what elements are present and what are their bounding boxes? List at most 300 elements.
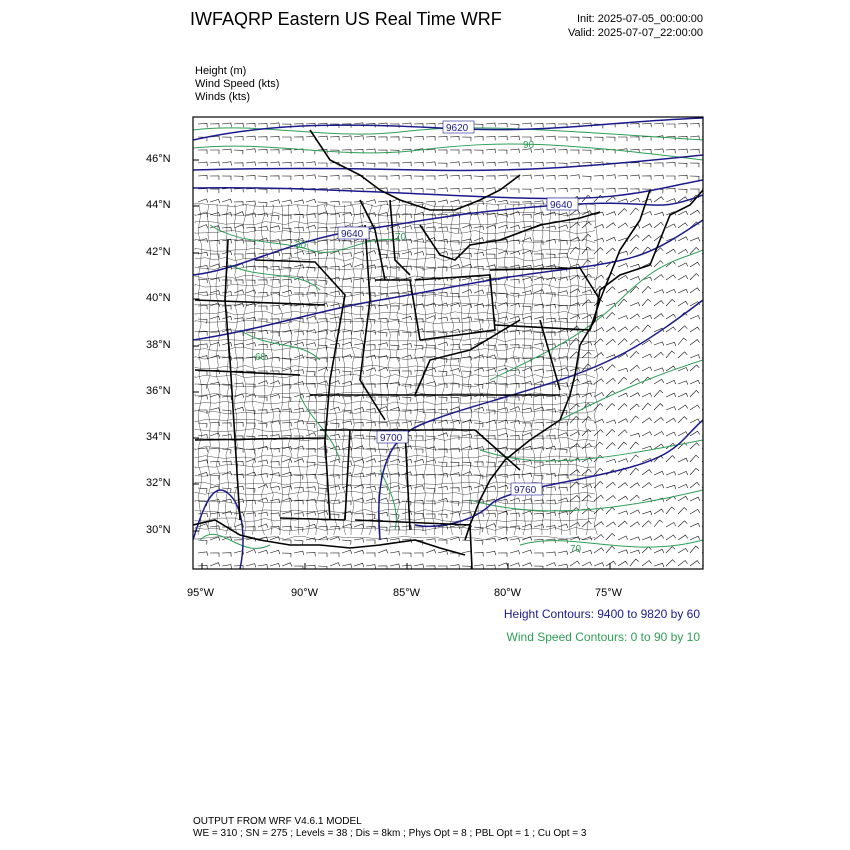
wind-barb xyxy=(666,418,676,423)
lat-label: 46°N xyxy=(146,153,171,165)
wind-barb xyxy=(270,226,280,230)
wind-barb xyxy=(342,264,352,268)
wind-barb xyxy=(486,381,496,385)
wind-barb xyxy=(438,384,447,388)
wind-barb xyxy=(198,124,207,128)
wind-barb xyxy=(426,382,436,386)
wind-barb xyxy=(606,459,616,463)
wind-barb xyxy=(618,188,627,192)
wind-barb xyxy=(462,540,471,545)
wind-barb xyxy=(666,432,676,436)
wind-barb xyxy=(342,342,352,346)
height-label: 9620 xyxy=(446,123,469,134)
wind-barb xyxy=(222,227,231,231)
wind-barb xyxy=(678,484,688,488)
wind-barb xyxy=(534,136,543,140)
wind-barb xyxy=(486,368,496,372)
wind-barb xyxy=(666,289,676,293)
wind-barb xyxy=(462,434,472,438)
wind-barb xyxy=(690,238,700,242)
wind-barb xyxy=(270,176,279,180)
wind-barb xyxy=(246,550,256,554)
wind-barb xyxy=(534,524,544,528)
wind-barb xyxy=(198,396,208,400)
wind-barb xyxy=(342,253,352,257)
county-line xyxy=(477,205,481,535)
wind-barb xyxy=(426,488,435,493)
wind-barb xyxy=(534,123,543,127)
wind-barb xyxy=(486,225,496,229)
wind-barb xyxy=(474,304,484,308)
wind-barb xyxy=(282,279,291,283)
wind-barb xyxy=(666,327,676,332)
wind-barb xyxy=(378,150,387,154)
wind-barb xyxy=(258,460,268,464)
wind-barb xyxy=(450,228,459,233)
wind-barb xyxy=(510,551,520,555)
wind-barb xyxy=(282,200,292,204)
wind-barb xyxy=(522,238,532,242)
wind-barb xyxy=(630,537,640,541)
wind-barb xyxy=(210,124,219,128)
wind-barb xyxy=(654,390,663,397)
wind-barb xyxy=(558,291,568,295)
wind-barb xyxy=(690,561,700,566)
wind-barb xyxy=(666,176,675,180)
wind-barb xyxy=(462,344,471,348)
wind-barb xyxy=(294,394,304,398)
wind-barb xyxy=(318,163,327,167)
wind-barb xyxy=(630,365,640,371)
wind-barb xyxy=(630,393,640,397)
wind-barb xyxy=(282,137,291,141)
wind-barb xyxy=(618,339,627,345)
wind-barb xyxy=(666,380,676,384)
wind-barb xyxy=(594,353,604,358)
wind-barb xyxy=(342,564,352,568)
wind-barb xyxy=(678,417,687,423)
wind-barb xyxy=(438,473,448,477)
wind-barb xyxy=(414,486,424,490)
wind-barb xyxy=(474,527,483,532)
wind-barb xyxy=(426,176,435,180)
wind-barb xyxy=(498,553,507,557)
wind-barb xyxy=(330,317,340,321)
wind-barb xyxy=(558,449,567,453)
height-contours xyxy=(193,118,703,569)
wind-barb xyxy=(606,522,616,527)
wind-barb xyxy=(450,175,459,179)
wind-barb xyxy=(534,201,544,205)
state-boundaries xyxy=(195,190,650,540)
wind-barb xyxy=(366,498,376,502)
wind-barb xyxy=(318,176,327,180)
wind-barb xyxy=(678,471,688,475)
wind-barb xyxy=(606,429,615,436)
wind-barb xyxy=(570,470,580,475)
wind-barb xyxy=(354,278,364,282)
wind-barb xyxy=(606,212,616,216)
wind-barb xyxy=(666,149,675,153)
wind-barb xyxy=(234,137,243,141)
axis-ticks xyxy=(193,160,610,569)
wind-label: 70 xyxy=(395,232,407,243)
wind-barb xyxy=(426,136,435,140)
wind-barb xyxy=(654,379,664,384)
wind-barb xyxy=(510,345,519,349)
wind-barb xyxy=(474,447,484,451)
wind-barb xyxy=(354,550,364,554)
wind-barb xyxy=(498,123,507,127)
wind-barb xyxy=(474,462,483,466)
wind-barb xyxy=(690,419,700,423)
wind-barb xyxy=(666,351,675,358)
wind-barb xyxy=(270,162,279,166)
wind-barb xyxy=(414,212,424,216)
wind-barb xyxy=(450,150,459,154)
wind-barb xyxy=(390,564,400,568)
lat-label: 40°N xyxy=(146,292,171,304)
wind-barb xyxy=(570,379,580,384)
wind-barb xyxy=(282,149,291,153)
wind-barb xyxy=(690,390,699,397)
wind-barb xyxy=(558,524,568,528)
wind-barb xyxy=(438,293,447,297)
wind-barb xyxy=(354,292,363,296)
wind-barb xyxy=(534,175,543,179)
wind-barb xyxy=(534,317,544,321)
wind-barb xyxy=(462,278,472,282)
wind-barb xyxy=(258,137,267,141)
wind-barb xyxy=(510,136,519,140)
wind-barb xyxy=(330,343,340,347)
wind-barb xyxy=(654,342,664,346)
wind-barb xyxy=(510,397,519,401)
wind-barb xyxy=(282,563,292,567)
wind-barb xyxy=(426,514,435,518)
wind-barb xyxy=(366,409,376,413)
wind-barb xyxy=(630,495,640,501)
wind-barb xyxy=(294,227,303,231)
plot-title: IWFAQRP Eastern US Real Time WRF xyxy=(190,9,502,29)
wind-barb xyxy=(522,461,532,465)
wind-barb xyxy=(546,563,556,567)
wind-barb xyxy=(390,267,399,271)
wind-barb xyxy=(414,252,424,256)
wind-barb xyxy=(246,188,255,192)
wind-barb xyxy=(678,163,687,167)
wind-barb xyxy=(546,163,555,167)
wind-barb xyxy=(618,442,627,449)
wind-barb xyxy=(642,354,652,358)
wind-barb xyxy=(582,176,591,180)
wind-barb xyxy=(390,137,399,141)
wind-barb xyxy=(678,338,687,345)
wind-barb xyxy=(330,486,340,490)
wind-barb xyxy=(558,305,567,309)
wind-barb xyxy=(462,253,471,257)
wind-barb xyxy=(414,176,423,180)
wind-barb xyxy=(690,123,699,127)
wind-barb xyxy=(666,275,676,280)
wind-barb xyxy=(690,176,699,180)
wind-barb xyxy=(258,162,267,166)
wind-barb xyxy=(450,448,459,452)
wind-barb xyxy=(498,433,508,437)
wind-barb xyxy=(426,460,436,464)
wind-barb xyxy=(474,176,483,180)
wind-barb xyxy=(582,315,592,319)
wind-barb xyxy=(210,394,220,398)
wind-barb xyxy=(234,357,243,361)
model-info: OUTPUT FROM WRF V4.6.1 MODEL xyxy=(193,816,362,827)
wind-barb xyxy=(222,199,232,203)
lat-label: 30°N xyxy=(146,524,171,536)
wind-barb xyxy=(450,501,459,506)
wind-barb xyxy=(294,200,304,204)
wind-barb xyxy=(546,487,556,491)
wind-barb xyxy=(666,523,676,528)
wind-barb xyxy=(534,188,544,192)
wind-barb xyxy=(534,513,543,517)
wind-barb xyxy=(690,365,699,371)
wind-barb xyxy=(270,332,279,336)
wind-barb xyxy=(606,482,616,488)
wind-barb xyxy=(246,449,255,454)
wind-barb xyxy=(222,423,231,427)
wind-barb xyxy=(198,435,208,439)
wind-barb xyxy=(654,520,663,527)
wind-barb xyxy=(210,264,220,268)
wind-barb xyxy=(594,379,604,384)
wind-barb xyxy=(282,409,291,413)
wind-barb xyxy=(594,495,604,501)
wind-barb xyxy=(306,305,315,309)
wind-barb xyxy=(390,396,399,400)
wind-barb xyxy=(282,176,291,180)
wind-barb xyxy=(354,344,364,348)
wind-barb xyxy=(270,136,279,140)
wind-barb xyxy=(462,162,472,166)
wind-barb xyxy=(462,317,472,321)
wind-barb xyxy=(414,514,423,518)
wind-barb xyxy=(402,316,412,320)
wind-barb xyxy=(294,475,303,480)
wind-barb xyxy=(690,149,699,153)
wind-barb xyxy=(390,486,400,490)
wind-barb xyxy=(594,430,603,436)
wind-barb xyxy=(630,163,639,167)
wind-barb xyxy=(486,436,495,440)
wind-barb xyxy=(402,162,411,166)
wind-barb xyxy=(654,290,664,294)
wind-barb xyxy=(498,175,507,179)
wind-barb xyxy=(378,356,388,360)
wind-barb xyxy=(558,150,567,154)
wind-barb xyxy=(402,486,412,490)
wind-barb xyxy=(210,408,220,412)
wind-barb xyxy=(546,149,556,153)
wind-barb xyxy=(366,278,376,282)
wind-barb xyxy=(678,175,687,179)
wind-barb xyxy=(510,384,519,388)
wind-barb xyxy=(618,483,628,488)
wind-barb xyxy=(570,561,580,566)
wind-barb xyxy=(630,175,639,179)
wind-barb xyxy=(630,455,639,462)
wind-barb xyxy=(546,293,555,297)
wind-barb xyxy=(330,553,339,557)
wind-barb xyxy=(378,343,388,347)
wind-barb xyxy=(198,344,207,348)
county-line xyxy=(195,311,595,315)
wind-barb xyxy=(630,124,639,128)
wind-barb xyxy=(306,199,316,203)
wind-barb xyxy=(294,355,304,359)
wind-barb xyxy=(486,265,496,269)
wind-barb xyxy=(378,241,387,245)
wind-barb xyxy=(498,162,508,166)
wind-barb xyxy=(594,176,603,180)
wind-barb xyxy=(438,150,447,154)
wind-barb xyxy=(270,189,279,193)
wind-label: 70 xyxy=(570,544,582,555)
wind-barb xyxy=(246,423,255,427)
wind-barb xyxy=(438,137,447,141)
wind-barb xyxy=(306,552,315,556)
wind-barb xyxy=(330,214,340,218)
wind-barb xyxy=(330,500,339,504)
wind-barb xyxy=(402,175,411,179)
wind-barb xyxy=(246,500,255,504)
wind-barb xyxy=(654,404,663,410)
wind-barb xyxy=(594,137,603,141)
wind-barb xyxy=(546,124,555,128)
wind-barb xyxy=(594,275,604,280)
wind-barb xyxy=(390,306,399,310)
wind-barb xyxy=(294,540,303,545)
wind-barb xyxy=(510,163,519,167)
wind-barb xyxy=(642,511,652,515)
wind-barb xyxy=(642,235,651,241)
wind-barb xyxy=(510,563,520,567)
wind-barb xyxy=(198,199,208,203)
wind-barb xyxy=(594,522,604,527)
wind-barb xyxy=(378,176,387,180)
wind-barb xyxy=(402,332,411,337)
wind-barb xyxy=(246,149,256,153)
wind-barb xyxy=(198,225,208,229)
wind-barb xyxy=(630,277,640,281)
wind-barb xyxy=(210,189,219,193)
wind-barb xyxy=(318,212,328,216)
wind-barb xyxy=(582,137,591,141)
wind-barb xyxy=(222,435,232,439)
wind-barb xyxy=(246,227,255,231)
wind-barb xyxy=(666,507,675,514)
wind-barb xyxy=(666,124,675,128)
wind-barb xyxy=(234,423,243,427)
wind-barb xyxy=(618,377,627,384)
wind-barb xyxy=(486,149,495,153)
wind-barb xyxy=(522,189,531,193)
wind-barb xyxy=(330,537,340,541)
wind-barb xyxy=(258,344,267,348)
wind-barb xyxy=(630,510,640,514)
wind-barb xyxy=(282,526,291,530)
wind-barb xyxy=(414,345,423,350)
wind-barb xyxy=(282,267,291,272)
wind-barb xyxy=(390,423,399,427)
county-line xyxy=(270,205,274,535)
wind-barb xyxy=(366,540,375,544)
wind-barb xyxy=(330,137,339,141)
wind-barb xyxy=(450,488,459,492)
wind-barb xyxy=(210,150,219,154)
wind-barb xyxy=(642,547,651,553)
county-line xyxy=(414,205,418,535)
wind-barb xyxy=(450,241,459,245)
wind-barb xyxy=(546,552,555,556)
wind-barb xyxy=(558,551,568,555)
wind-barb xyxy=(486,420,496,424)
wind-barb xyxy=(606,420,616,424)
wind-barb xyxy=(678,189,687,193)
wind-barb xyxy=(522,162,531,166)
wind-barb xyxy=(402,355,412,359)
wind-barb xyxy=(462,472,472,476)
wind-barb xyxy=(402,511,412,515)
wind-barb xyxy=(438,449,447,453)
wind-barb xyxy=(414,162,423,166)
wind-barb xyxy=(438,397,447,401)
wind-barb xyxy=(198,213,208,217)
wind-barb xyxy=(222,396,231,400)
wind-barb xyxy=(690,380,700,384)
county-line xyxy=(195,212,595,216)
wind-barb xyxy=(450,265,460,269)
wind-barb xyxy=(546,446,556,450)
wind-barb xyxy=(498,563,508,567)
wind-barb xyxy=(510,189,519,193)
wind-barb xyxy=(426,550,436,554)
wind-barb xyxy=(546,332,555,336)
wind-barb xyxy=(210,199,220,203)
wind-barb xyxy=(246,162,256,166)
wind-barb xyxy=(642,224,652,228)
wind-barb xyxy=(654,432,664,437)
wind-barb xyxy=(534,290,544,294)
wind-barb xyxy=(222,137,231,141)
wind-barb xyxy=(210,513,220,517)
wind-barb xyxy=(570,188,579,192)
wind-barb xyxy=(438,486,448,490)
wind-barb xyxy=(366,514,375,519)
wind-barb xyxy=(678,149,687,153)
wind-barb xyxy=(450,200,460,204)
wind-barb xyxy=(426,539,436,543)
wind-label: 60 xyxy=(255,352,267,363)
wind-barb xyxy=(642,299,651,306)
wind-barb xyxy=(282,447,292,451)
wind-barb xyxy=(522,175,531,179)
wind-barb xyxy=(666,249,676,254)
wind-barb xyxy=(498,499,508,503)
wind-barb xyxy=(594,238,604,242)
wind-barb xyxy=(258,226,268,230)
wind-barb xyxy=(210,563,220,567)
wind-barb xyxy=(426,475,435,479)
